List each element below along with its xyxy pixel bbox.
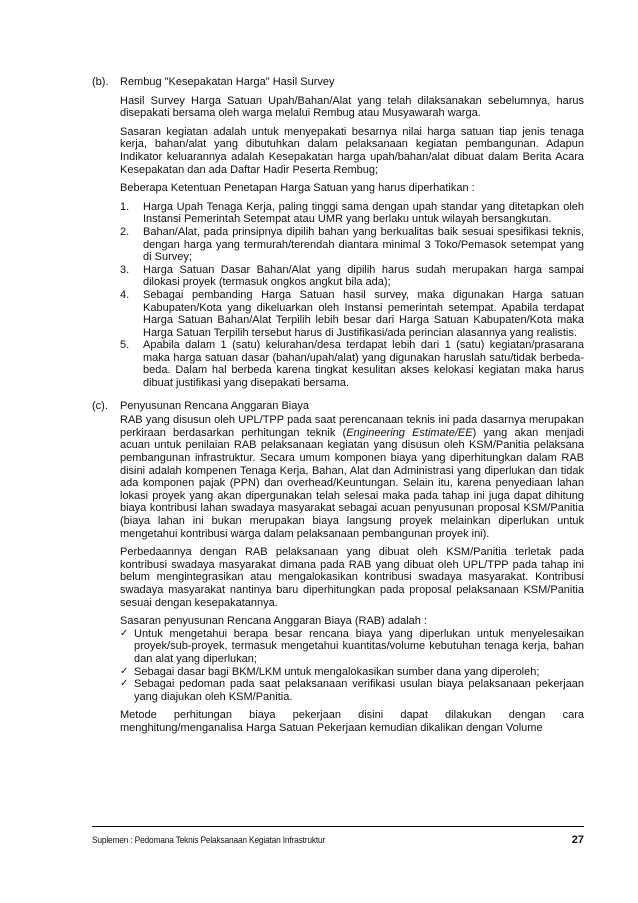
section-c-paragraph-3: Sasaran penyusunan Rencana Anggaran Biaya (RAB) adalah :	[120, 615, 427, 628]
list-item-number: 2.	[120, 225, 130, 238]
section-b-numbered-list	[120, 201, 584, 390]
section-c-title: Penyusunan Rencana Anggaran Biaya	[120, 399, 309, 412]
section-b-heading	[92, 76, 584, 89]
list-item-text: Bahan/Alat, pada prinsipnya dipilih bahan yang berkualitas baik sesuai spesifikasi teknis, dengan harga yang termurah/terendah diantara minimal 3 Toko/Pemasok setempat yang di Survey;	[143, 225, 584, 264]
page-number: 27	[571, 834, 584, 846]
list-item-number: 4.	[120, 288, 130, 301]
check-mark-icon: ✓	[120, 678, 129, 690]
section-c-heading	[92, 400, 584, 413]
list-item	[120, 264, 584, 289]
section-b-body	[120, 95, 584, 390]
list-item-text: Untuk mengetahui berapa besar rencana biaya yang diperlukan untuk menyelesaikan proyek/sub-proyek, termasuk mengetahui kuantitas/volume kebutuhan tenaga kerja, bahan dan alat yang diperlukan;	[134, 627, 584, 665]
list-item	[120, 678, 584, 703]
footer-text: Suplemen : Pedomana Teknis Pelaksanaan Kegiatan Infrastruktur	[92, 835, 326, 846]
list-item-text: Apabila dalam 1 (satu) kelurahan/desa terdapat lebih dari 1 (satu) kegiatan/prasarana maka harga satuan dasar (bahan/upah/alat) yang digunakan haruslah satu/tidak berbeda-beda. Dalam hal berbeda karena tingkat kesulitan akses kelokasi kegiatan maka harus dibuat justifikasi yang disepakati bersama.	[143, 339, 584, 390]
list-item	[120, 666, 584, 679]
section-c-paragraph-1	[120, 414, 584, 540]
list-item-text: Harga Satuan Dasar Bahan/Alat yang dipilih harus sudah merupakan harga sampai dilokasi proyek (termasuk ongkos angkut bila ada);	[143, 263, 584, 289]
section-c-marker: (c).	[92, 399, 108, 412]
list-item	[120, 339, 584, 389]
page-content	[92, 76, 584, 735]
section-c-body	[120, 414, 584, 734]
list-item-number: 5.	[120, 339, 130, 352]
paragraph-text: ) yang akan menjadi acuan untuk penilaian RAB pelaksanaan kegiatan yang disusun oleh KSM/Panitia pelaksana pembangunan infrastruktur. Secara umum komponen biaya yang diperhitungkan dalam RAB disini adalah kompenen Tenaga Kerja, Bahan, Alat dan Administrasi yang diperlukan dan tidak ada komponen pajak (PPN) dan overhead/Keuntungan. Selain itu, karena penyediaan lahan lokasi proyek yang akan dipergunakan telah selesai maka pada tahap ini juga dapat dihitung biaya kontribusi lahan swadaya masyarakat sebagai acuan penyusunan proposal KSM/Panitia (biaya lahan ini bukan merupakan biaya langsung proyek melainkan diperlukan untuk mengetahui kontribusi warga dalam pelaksanaan pembangunan proyek ini).	[120, 426, 584, 540]
list-item-number: 1.	[120, 200, 130, 213]
section-c-paragraph-2: Perbedaannya dengan RAB pelaksanaan yang dibuat oleh KSM/Panitia terletak pada kontribusi swadaya masyarakat dimana pada RAB yang dibuat oleh UPL/TPP pada tahap ini belum mengintegrasikan atau mengalokasikan kontribusi swadaya masyarakat. Kontribusi swadaya masyarakat nantinya baru diperhitungkan pada proposal pelaksanaan KSM/Panitia sesuai dengan kesepakatannya.	[120, 546, 584, 609]
list-item-text: Sebagai dasar bagi BKM/LKM untuk mengalokasikan sumber dana yang diperoleh;	[134, 665, 540, 678]
check-mark-icon: ✓	[120, 627, 129, 639]
engineering-estimate-term: Engineering Estimate/EE	[346, 426, 473, 439]
check-mark-icon: ✓	[120, 665, 129, 677]
list-item-number: 3.	[120, 263, 130, 276]
section-b-marker: (b).	[92, 76, 109, 88]
list-item	[120, 201, 584, 226]
section-b-title: Rembug "Kesepakatan Harga" Hasil Survey	[120, 76, 335, 88]
list-item	[120, 289, 584, 339]
page-footer	[92, 826, 584, 846]
section-b-paragraph-2: Sasaran kegiatan adalah untuk menyepakati besarnya nilai harga satuan tiap jenis tenaga kerja, bahan/alat yang dibutuhkan dalam pelaksanaan kegiatan pembangunan. Adapun Indikator keluarannya adalah Kesepakatan harga upah/bahan/alat dibuat dalam Berita Acara Kesepakatan dan ada Daftar Hadir Peserta Rembug;	[120, 125, 584, 176]
list-item-text: Harga Upah Tenaga Kerja, paling tinggi sama dengan upah standar yang ditetapkan oleh Instansi Pemerintah Setempat atau UMR yang berlaku untuk wilayah bersangkutan.	[143, 200, 584, 226]
section-b-paragraph-3: Beberapa Ketentuan Penetapan Harga Satuan yang harus diperhatikan :	[120, 182, 475, 195]
list-item	[120, 628, 584, 666]
paragraph-text: RAB yang disusun oleh UPL/TPP pada saat perencanaan teknis ini pada dasarnya merupakan perkiraan berdasarkan perhitungan teknik (	[120, 414, 584, 439]
section-c-check-list	[120, 628, 584, 704]
list-item	[120, 226, 584, 264]
list-item-text: Sebagai pedoman pada saat pelaksanaan verifikasi usulan biaya pelaksanaan pekerjaan yang diajukan oleh KSM/Panitia.	[134, 678, 584, 703]
list-item-text: Sebagai pembanding Harga Satuan hasil survey, maka digunakan Harga satuan Kabupaten/Kota yang dikeluarkan oleh Instansi pemerintah setempat. Apabila terdapat Harga Satuan Bahan/Alat Terpilih lebih besar dari Harga Satuan Kabupaten/Kota maka Harga Satuan Terpilih tersebut harus di Justifikasi/ada perincian alasannya yang realistis.	[143, 288, 584, 339]
section-b-paragraph-1: Hasil Survey Harga Satuan Upah/Bahan/Alat yang telah dilaksanakan sebelumnya, harus disepakati bersama oleh warga melalui Rembug atau Musyawarah warga.	[120, 94, 584, 120]
section-c-paragraph-4: Metode perhitungan biaya pekerjaan disini dapat dilakukan dengan cara menghitung/menganalisa Harga Satuan Pekerjaan kemudian dikalikan dengan Volume	[120, 709, 584, 734]
